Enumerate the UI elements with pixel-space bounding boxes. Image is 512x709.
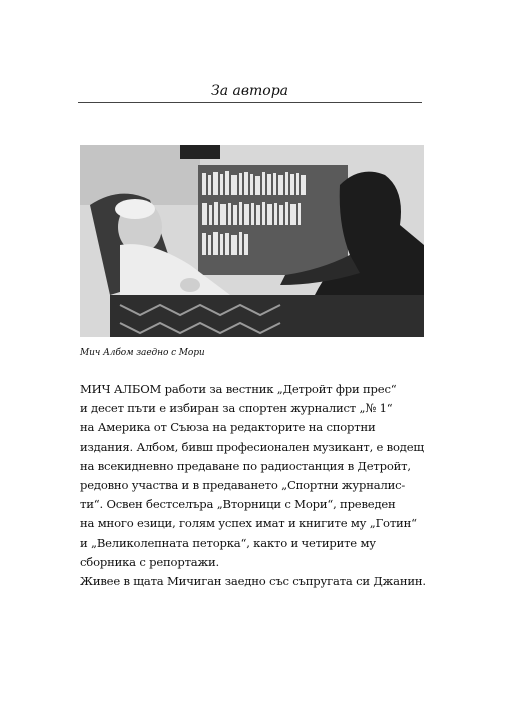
bio-line: и десет пъти е избиран за спортен журналист „№ 1“ [80, 401, 393, 416]
bio-line: Живее в щата Мичиган заедно със съпругата си Джанин. [80, 574, 426, 589]
author-bio [80, 380, 430, 591]
page-header [78, 80, 422, 103]
bio-line: и „Великолепната петорка“, както и четирите му [80, 535, 376, 550]
bio-line: на Америка от Съюза на редакторите на спортни [80, 420, 376, 435]
bio-line: на много езици, голям успех имат и книгите му „Готин“ [80, 516, 417, 531]
page-title: За автора [210, 83, 288, 99]
author-photo [80, 145, 424, 337]
bio-line: МИЧ АЛБОМ работи за вестник „Детройт фри прес“ [80, 382, 397, 396]
bio-line: редовно участва и в предаването „Спортни журналис- [80, 478, 406, 493]
bio-line: на всекидневно предаване по радиостанция в Детройт, [80, 458, 411, 473]
bio-line: издания. Албом, бивш професионален музикант, е водещ [80, 439, 424, 454]
photo-caption: Мич Албом заедно с Мори [80, 348, 205, 358]
bio-line: сборника с репортажи. [80, 554, 219, 569]
bio-line: ти“. Освен бестселъра „Вторници с Мори“, преведен [80, 497, 396, 512]
photo-illustration [80, 145, 424, 337]
